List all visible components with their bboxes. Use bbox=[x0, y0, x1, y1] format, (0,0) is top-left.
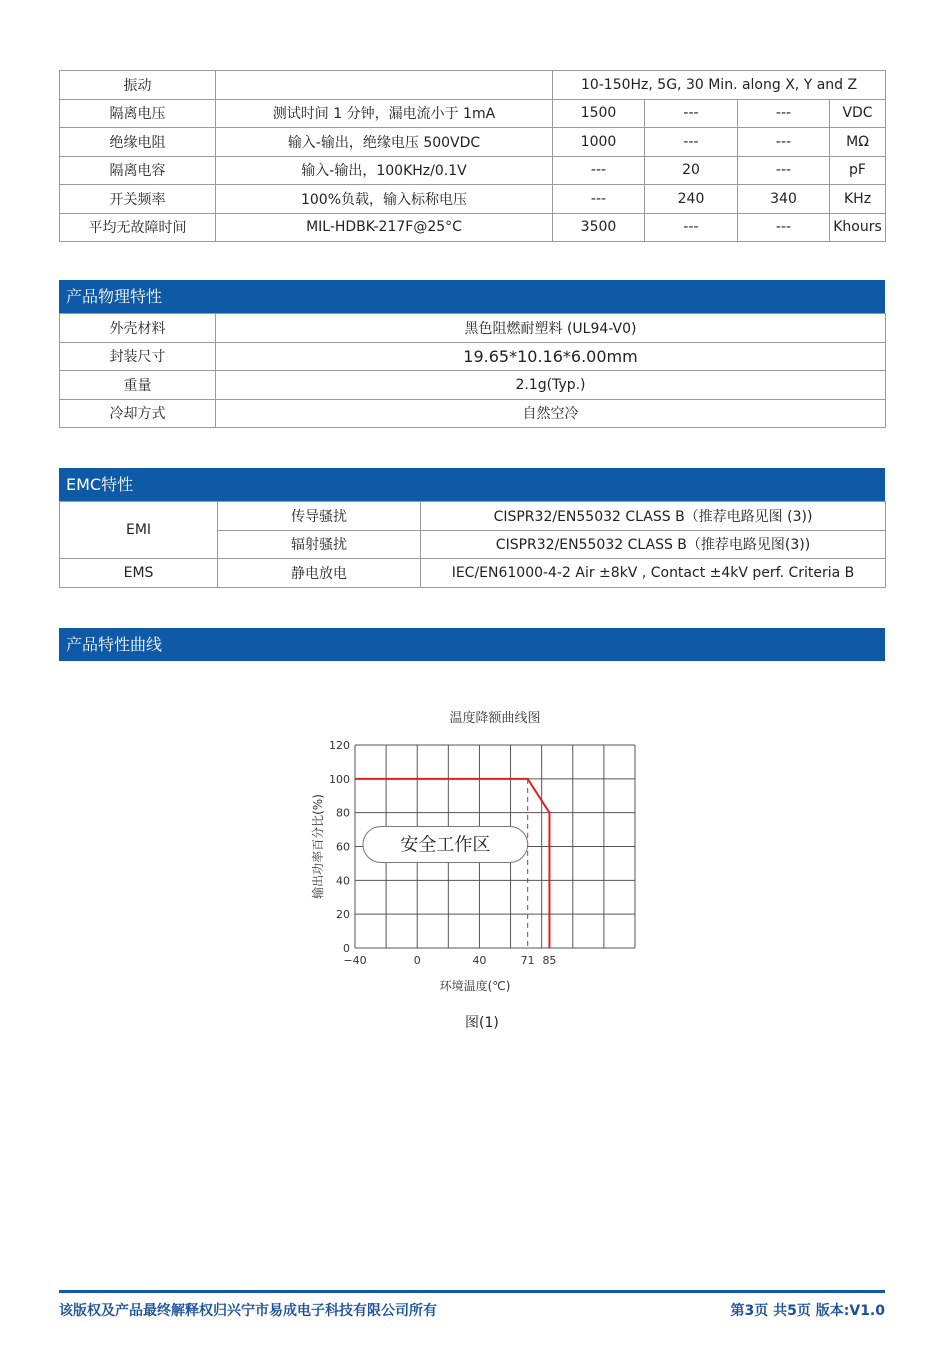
physical-section-header: 产品物理特性 bbox=[59, 280, 885, 313]
x-tick-label: 85 bbox=[542, 954, 557, 967]
x-tick-label: 71 bbox=[520, 954, 535, 967]
max-cell: --- bbox=[738, 213, 830, 242]
min-cell: --- bbox=[553, 185, 645, 214]
emi-label: EMI bbox=[60, 502, 218, 559]
x-tick-label: 0 bbox=[413, 954, 421, 967]
table-row bbox=[60, 342, 886, 371]
y-tick-label: 60 bbox=[336, 840, 350, 854]
y-tick-label: 20 bbox=[336, 908, 350, 922]
condition-cell: 100%负载，输入标称电压 bbox=[216, 185, 553, 214]
typ-cell: 20 bbox=[645, 156, 738, 185]
condition-cell: MIL-HDBK-217F@25°C bbox=[216, 213, 553, 242]
derating-line bbox=[355, 779, 549, 948]
table-row bbox=[60, 71, 886, 100]
min-cell: --- bbox=[553, 156, 645, 185]
value-cell: 黑色阻燃耐塑料 (UL94-V0) bbox=[216, 314, 886, 343]
min-cell: 1500 bbox=[553, 99, 645, 128]
derating-chart bbox=[300, 700, 660, 1040]
chart-title: 温度降额曲线图 bbox=[449, 711, 541, 726]
derating-chart-svg bbox=[300, 700, 660, 1040]
emc-table bbox=[59, 501, 886, 588]
param-cell: 隔离电容 bbox=[60, 156, 216, 185]
max-cell: --- bbox=[738, 156, 830, 185]
table-row bbox=[60, 559, 886, 588]
param-cell: 振动 bbox=[60, 71, 216, 100]
typ-cell: --- bbox=[645, 99, 738, 128]
curves-section-header: 产品特性曲线 bbox=[59, 628, 885, 661]
min-cell: 1000 bbox=[553, 128, 645, 157]
ems-label: EMS bbox=[60, 559, 218, 588]
condition-cell: 输入-输出，100KHz/0.1V bbox=[216, 156, 553, 185]
label-cell: 冷却方式 bbox=[60, 399, 216, 428]
max-cell: --- bbox=[738, 99, 830, 128]
figure-caption: 图(1) bbox=[465, 1015, 499, 1031]
value-cell: 10-150Hz, 5G, 30 Min. along X, Y and Z bbox=[553, 71, 886, 100]
value-cell: CISPR32/EN55032 CLASS B（推荐电路见图(3)) bbox=[421, 530, 886, 559]
spec-table bbox=[59, 70, 886, 242]
item-cell: 静电放电 bbox=[218, 559, 421, 588]
emc-section-header: EMC特性 bbox=[59, 468, 885, 501]
typ-cell: 240 bbox=[645, 185, 738, 214]
typ-cell: --- bbox=[645, 128, 738, 157]
condition-cell bbox=[216, 71, 553, 100]
y-tick-label: 100 bbox=[329, 772, 350, 786]
y-tick-label: 120 bbox=[329, 739, 350, 752]
typ-cell: --- bbox=[645, 213, 738, 242]
table-row bbox=[60, 399, 886, 428]
x-tick-label: −40 bbox=[343, 954, 367, 967]
footer-page-info: 第3页 共5页 版本:V1.0 bbox=[730, 1303, 885, 1319]
physical-table bbox=[59, 313, 886, 428]
value-cell: 自然空冷 bbox=[216, 399, 886, 428]
unit-cell: MΩ bbox=[830, 128, 886, 157]
unit-cell: KHz bbox=[830, 185, 886, 214]
y-tick-label: 80 bbox=[336, 806, 350, 820]
table-row bbox=[60, 99, 886, 128]
table-row bbox=[60, 213, 886, 242]
y-tick-label: 0 bbox=[343, 942, 350, 955]
footer-divider bbox=[59, 1290, 885, 1293]
param-cell: 平均无故障时间 bbox=[60, 213, 216, 242]
max-cell: --- bbox=[738, 128, 830, 157]
table-row bbox=[60, 502, 886, 531]
label-cell: 封装尺寸 bbox=[60, 342, 216, 371]
table-row bbox=[60, 156, 886, 185]
x-axis-label: 环境温度(℃) bbox=[439, 979, 511, 993]
value-cell: CISPR32/EN55032 CLASS B（推荐电路见图 (3)) bbox=[421, 502, 886, 531]
unit-cell: pF bbox=[830, 156, 886, 185]
table-row bbox=[60, 128, 886, 157]
item-cell: 传导骚扰 bbox=[218, 502, 421, 531]
condition-cell: 输入-输出，绝缘电压 500VDC bbox=[216, 128, 553, 157]
footer-copyright: 该版权及产品最终解释权归兴宁市易成电子科技有限公司所有 bbox=[59, 1303, 437, 1319]
value-cell: 2.1g(Typ.) bbox=[216, 371, 886, 400]
label-cell: 重量 bbox=[60, 371, 216, 400]
table-row bbox=[60, 371, 886, 400]
condition-cell: 测试时间 1 分钟，漏电流小于 1mA bbox=[216, 99, 553, 128]
max-cell: 340 bbox=[738, 185, 830, 214]
param-cell: 绝缘电阻 bbox=[60, 128, 216, 157]
param-cell: 隔离电压 bbox=[60, 99, 216, 128]
y-tick-label: 40 bbox=[336, 874, 350, 888]
safe-zone-label: 安全工作区 bbox=[400, 834, 491, 856]
value-cell: 19.65*10.16*6.00mm bbox=[216, 342, 886, 371]
unit-cell: VDC bbox=[830, 99, 886, 128]
y-axis-label: 输出功率百分比(%) bbox=[311, 794, 325, 899]
x-tick-label: 40 bbox=[472, 954, 487, 967]
value-cell: IEC/EN61000-4-2 Air ±8kV , Contact ±4kV perf. Criteria B bbox=[421, 559, 886, 588]
unit-cell: Khours bbox=[830, 213, 886, 242]
table-row bbox=[60, 185, 886, 214]
param-cell: 开关频率 bbox=[60, 185, 216, 214]
label-cell: 外壳材料 bbox=[60, 314, 216, 343]
item-cell: 辐射骚扰 bbox=[218, 530, 421, 559]
table-row bbox=[60, 314, 886, 343]
min-cell: 3500 bbox=[553, 213, 645, 242]
